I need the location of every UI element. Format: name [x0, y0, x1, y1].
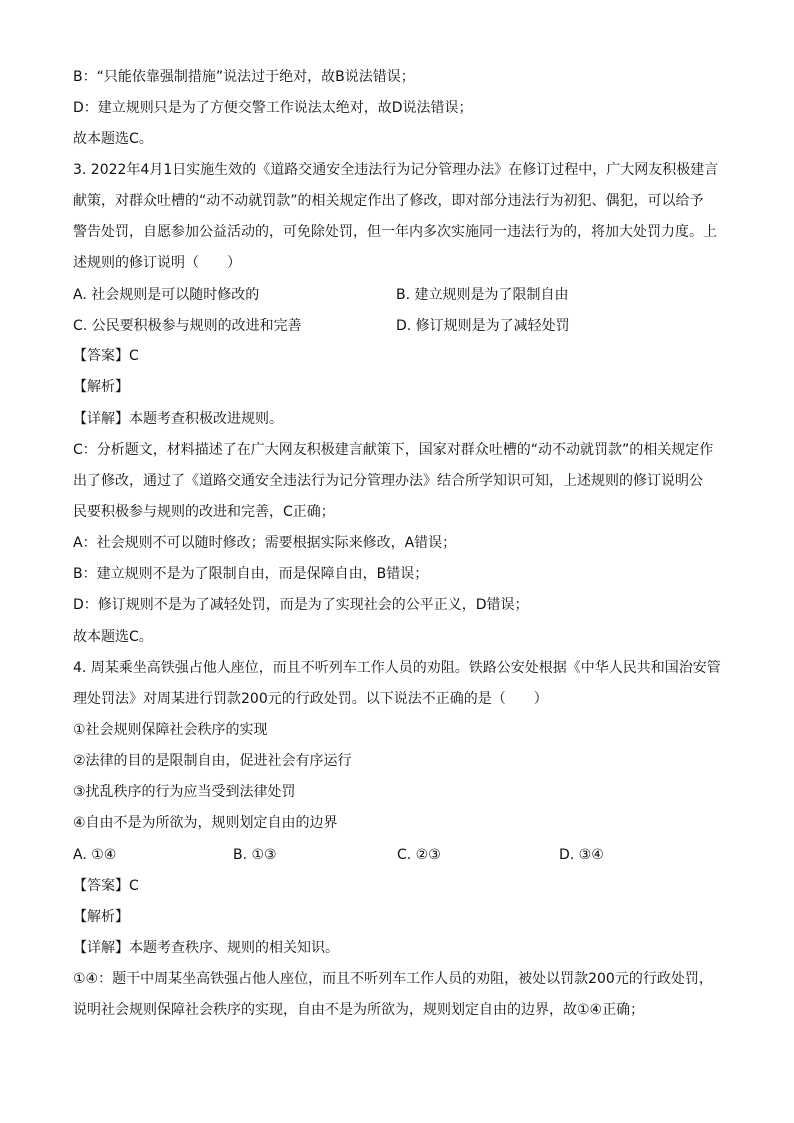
conclusion-line: 故本题选C。 — [73, 131, 153, 147]
option-a: A. ①④ — [73, 847, 117, 863]
option-b: B. 建立规则是为了限制自由 — [396, 287, 569, 303]
analysis-line: C：分析题文，材料描述了在广大网友积极建言献策下，国家对群众吐槽的“动不动就罚款”的相关规定作 — [73, 442, 714, 458]
analysis-label: 【解析】 — [73, 909, 129, 925]
question-4-text: 4. 周某乘坐高铁强占他人座位，而且不听列车工作人员的劝阻。铁路公安处根据《中华人民共和国治安管 — [73, 660, 721, 676]
statement-4: ④自由不是为所欲为，规则划定自由的边界 — [73, 815, 338, 831]
conclusion-line: 故本题选C。 — [73, 629, 153, 645]
analysis-line-b: B：“只能依靠强制措施”说法过于绝对，故B说法错误； — [73, 69, 415, 85]
option-d: D. ③④ — [559, 847, 604, 863]
option-c: C. 公民要积极参与规则的改进和完善 — [73, 318, 302, 334]
question-3-text: 述规则的修订说明（ ） — [73, 255, 241, 271]
analysis-line: A：社会规则不可以随时修改；需要根据实际来修改，A错误； — [73, 535, 457, 551]
answer-label: 【答案】C — [73, 878, 139, 894]
option-c: C. ②③ — [397, 847, 441, 863]
answer-label: 【答案】C — [73, 348, 139, 364]
analysis-line: ①④：题干中周某坐高铁强占他人座位，而且不听列车工作人员的劝阻，被处以罚款200元的行政处罚， — [73, 971, 713, 987]
analysis-line: B：建立规则不是为了限制自由，而是保障自由，B错误； — [73, 566, 429, 582]
statement-1: ①社会规则保障社会秩序的实现 — [73, 722, 268, 738]
analysis-line: 民要积极参与规则的改进和完善，C正确； — [73, 504, 335, 520]
statement-2: ②法律的目的是限制自由，促进社会有序运行 — [73, 753, 352, 769]
analysis-label: 【解析】 — [73, 379, 129, 395]
analysis-line: 说明社会规则保障社会秩序的实现，自由不是为所欲为，规则划定自由的边界，故①④正确； — [73, 1002, 645, 1018]
option-a: A. 社会规则是可以随时修改的 — [73, 287, 260, 303]
question-4-text: 理处罚法》对周某进行罚款200元的行政处罚。以下说法不正确的是（ ） — [73, 691, 548, 707]
statement-3: ③扰乱秩序的行为应当受到法律处罚 — [73, 784, 296, 800]
option-b: B. ①③ — [233, 847, 277, 863]
analysis-line: 出了修改，通过了《道路交通安全违法行为记分管理办法》结合所学知识可知，上述规则的修订说明公 — [73, 473, 703, 489]
analysis-line-d: D：建立规则只是为了方便交警工作说法太绝对，故D说法错误； — [73, 100, 473, 116]
question-3-text: 警告处罚，自愿参加公益活动的，可免除处罚，但一年内多次实施同一违法行为的，将加大处罚力度。上 — [73, 224, 717, 240]
detail-line: 【详解】本题考查积极改进规则。 — [73, 411, 283, 427]
analysis-line: D：修订规则不是为了减轻处罚，而是为了实现社会的公平正义，D错误； — [73, 597, 529, 613]
detail-line: 【详解】本题考查秩序、规则的相关知识。 — [73, 940, 339, 956]
option-d: D. 修订规则是为了减轻处罚 — [396, 318, 570, 334]
question-3-text: 献策，对群众吐槽的“动不动就罚款”的相关规定作出了修改，即对部分违法行为初犯、偶犯，可以给予 — [73, 193, 704, 209]
question-3-text: 3. 2022年4月1日实施生效的《道路交通安全违法行为记分管理办法》在修订过程中，广大网友积极建言 — [73, 162, 719, 178]
